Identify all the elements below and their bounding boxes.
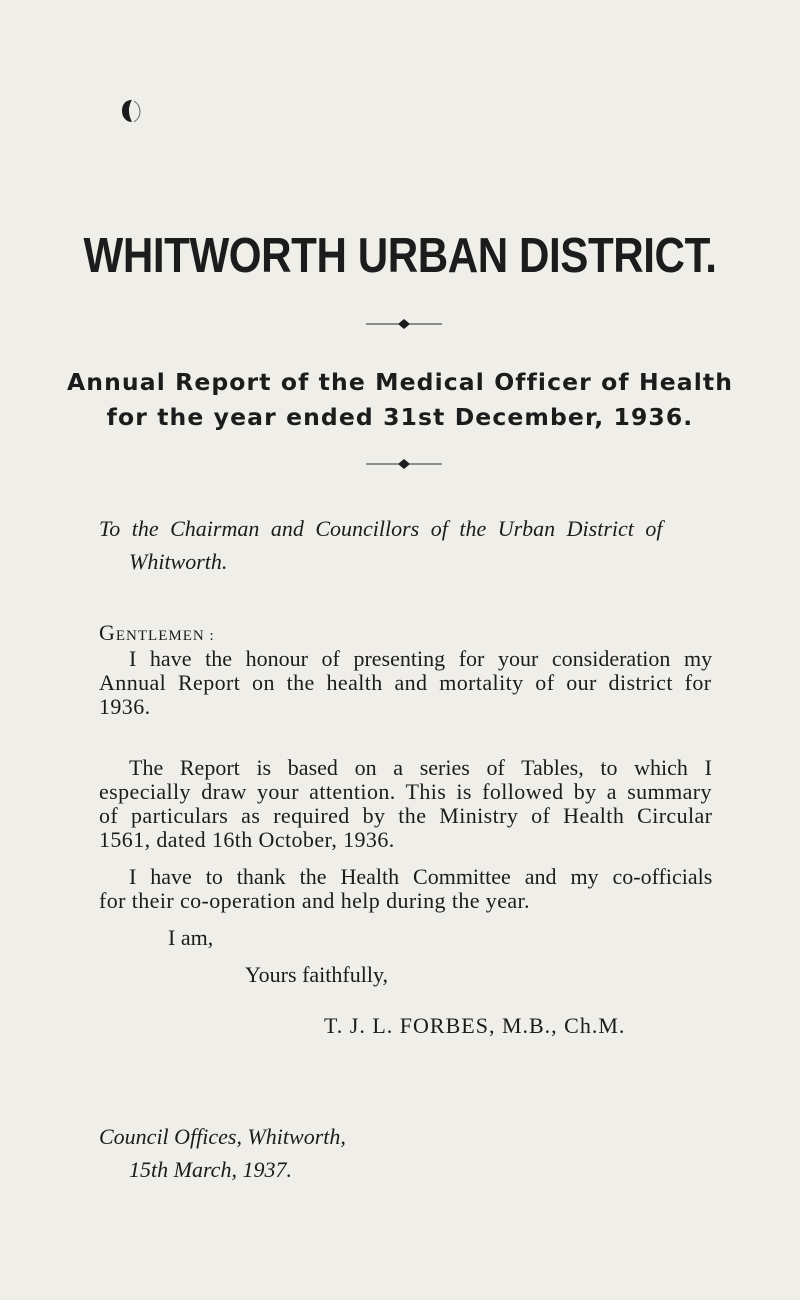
address-line-2: Whitworth. — [129, 549, 228, 574]
paragraph-3-line-1: I have to thank the Health Committee and my co-officials — [129, 864, 713, 889]
footer-place: Council Offices, Whitworth, — [99, 1124, 346, 1149]
document-heading: WHITWORTH URBAN DISTRICT. — [83, 229, 717, 283]
paragraph-2-line-2: especially draw your attention. This is followed by a summary — [99, 779, 712, 804]
signature: T. J. L. FORBES, M.B., Ch.M. — [324, 1013, 626, 1038]
diamond-rule-icon — [366, 458, 442, 470]
address-line-1: To the Chairman and Councillors of the Urban District of — [99, 516, 663, 541]
paragraph-1-line-1: I have the honour of presenting for your consideration my — [129, 646, 713, 671]
diamond-rule-icon — [366, 318, 442, 330]
paragraph-2-line-3: of particulars as required by the Ministry of Health Circular — [99, 803, 713, 828]
library-stamp-icon — [120, 96, 142, 126]
paragraph-2-line-1: The Report is based on a series of Tables, to which I — [129, 755, 712, 780]
paragraph-1-line-2: Annual Report on the health and mortality of our district for — [99, 670, 712, 695]
closing: I am, — [168, 925, 214, 950]
footer-date: 15th March, 1937. — [129, 1157, 292, 1182]
valediction: Yours faithfully, — [245, 962, 389, 987]
report-title-line-1: Annual Report of the Medical Officer of Health — [66, 368, 734, 396]
salutation — [99, 620, 215, 646]
paragraph-1-line-3: 1936. — [99, 694, 151, 719]
salutation-rest: ENTLEMEN : — [115, 628, 215, 644]
report-title-line-2: for the year ended 31st December, 1936. — [106, 403, 694, 431]
paragraph-3-line-2: for their co-operation and help during the year. — [99, 888, 530, 913]
salutation-initial: G — [99, 620, 116, 645]
paragraph-2-line-4: 1561, dated 16th October, 1936. — [99, 827, 395, 852]
